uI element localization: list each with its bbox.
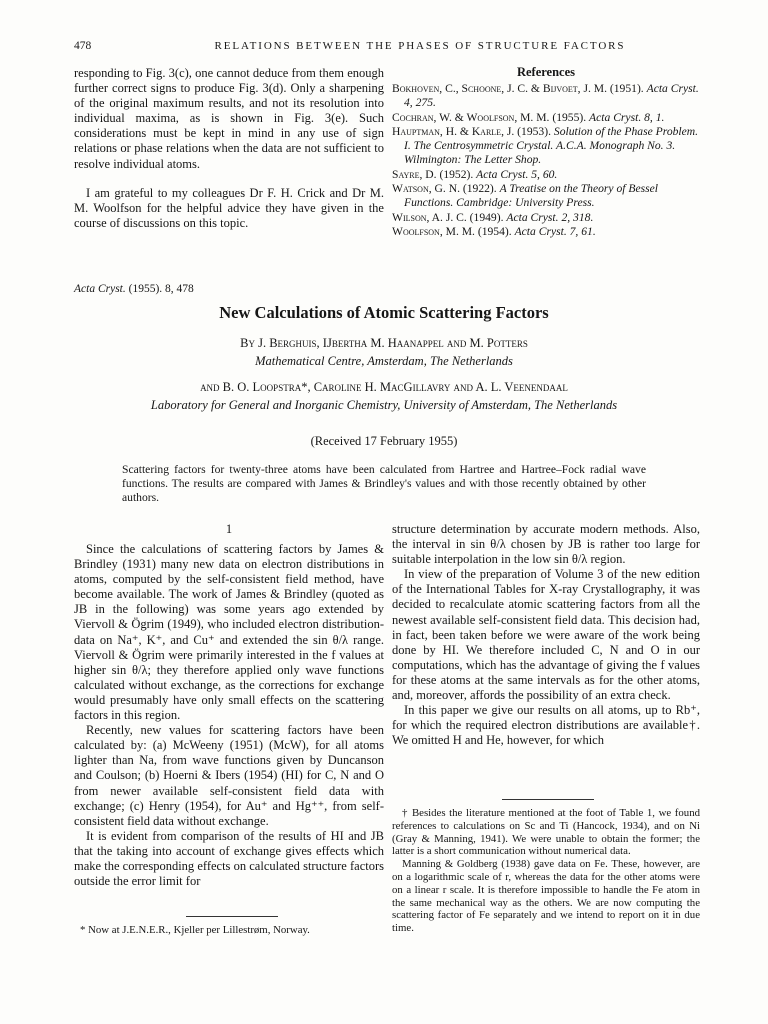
body-paragraph: It is evident from comparison of the results of HI and JB that the taking into account of exchange gives effects which make the corresponding effects on calculated structure factors outside the error limit for [74, 828, 384, 889]
page-number: 478 [74, 40, 92, 52]
section-number: 1 [225, 522, 233, 536]
body-paragraph: In this paper we give our results on all atoms, up to Rb⁺, for which the required electron distributions are available†. We omitted H and He, however, for which [392, 703, 700, 748]
footnote-paragraph: Manning & Goldberg (1938) gave data on Fe. These, however, are on a logarithmic scale of r, whereas the data for the other atoms were on a linear r scale. It is therefore impossible to handle the Fe atom in the same mechanical way as the others. We are now computing the scattering factor of Fe separately and we intend to report on it in due time. [392, 858, 700, 935]
authors-line-1: By J. Berghuis, IJbertha M. Haanappel and M. Potters [240, 336, 528, 350]
acknowledgement: I am grateful to my colleagues Dr F. H. Crick and Dr M. M. Woolfson for the helpful advice they have given in the course of discussions on this topic. [74, 185, 384, 230]
authors-line-2: and B. O. Loopstra*, Caroline H. MacGillavry and A. L. Veenendaal [200, 380, 568, 394]
reference-item: Sayre, D. (1952). Acta Cryst. 5, 60. [392, 167, 558, 181]
reference-item: Woolfson, M. M. (1954). Acta Cryst. 7, 61. [392, 224, 596, 238]
reference-item: Hauptman, H. & Karle, J. (1953). Solution of the Phase Problem. I. The Centrosymmetric Crystal. A.C.A. Monograph No. 3. Wilmington: The Letter Shop. [392, 124, 699, 167]
article-title: New Calculations of Atomic Scattering Factors [219, 303, 549, 322]
received-date: (Received 17 February 1955) [310, 434, 458, 448]
footnote-paragraph: † Besides the literature mentioned at the foot of Table 1, we found references to calculations on Sc and Ti (Hancock, 1934), and on Ni (Gray & Manning, 1941). We were unable to obtain the former; the latter is a short communication without numerical data. [392, 807, 700, 858]
abstract: Scattering factors for twenty-three atoms have been calculated from Hartree and Hartree–Fock radial wave functions. The results are compared with James & Brindley's values and with those recently obtained by other authors. [122, 463, 646, 505]
body-paragraph: Since the calculations of scattering factors by James & Brindley (1931) many new data on electron distributions in atoms, computed by the self-consistent field method, have become available. The work of James & Brindley (quoted as JB in the following) was some years ago extended by Viervoll & Ögrim (1949), who included electron distribution-data on Na⁺, K⁺, and Cu⁺ and extended the sin θ/λ range. Viervoll & Ögrim were primarily interested in the f values at higher sin θ/λ; they therefore applied only wave functions calculated without exchange, as the corrections for exchange would presumably have only small effects on the scattering factors in this region. [74, 542, 384, 723]
article-citation: Acta Cryst. (1955). 8, 478 [74, 283, 194, 295]
affiliation-1: Mathematical Centre, Amsterdam, The Netherlands [255, 354, 513, 368]
body-paragraph: structure determination by accurate modern methods. Also, the interval in sin θ/λ chosen by JB is rather too large for suitable interpolation in the low sin θ/λ region. [392, 522, 700, 567]
footnote-dagger [392, 807, 700, 935]
body-paragraph: Recently, new values for scattering factors have been calculated by: (a) McWeeny (1951) (McW), for all atoms lighter than Na, from wave functions given by Duncanson and Coulson; (b) Hoerni & Ibers (1954) (HI) for C, N and O from newer available self-consistent field data with exchange; (c) Henry (1954), for Au⁺ and Hg⁺⁺, from self-consistent field data without exchange. [74, 723, 384, 828]
footnote-rule [502, 799, 594, 800]
footnote-rule [186, 916, 278, 917]
reference-item: Watson, G. N. (1922). A Treatise on the Theory of Bessel Functions. Cambridge: University Press. [392, 182, 659, 210]
reference-item: Bokhoven, C., Schoone, J. C. & Bijvoet, J. M. (1951). Acta Cryst. 4, 275. [392, 82, 699, 110]
body-paragraph: In view of the preparation of Volume 3 of the new edition of the International Tables for X-ray Crystallography, it was decided to recalculate atomic scattering factors from all the newest available self-consistent field data. This decision had, in fact, been taken before we were aware of the work being done by HI. We therefore included C, N and O in our computations, which has the advantage of giving the f values for these atoms at the same intervals as for the other atoms, and, moreover, affords the possibility of an extra check. [392, 567, 700, 703]
references-heading: References [516, 65, 576, 79]
body-right-column [392, 522, 700, 748]
references-list [392, 82, 702, 239]
prev-article-text [74, 66, 384, 231]
reference-item: Cochran, W. & Woolfson, M. M. (1955). Acta Cryst. 8, 1. [392, 110, 665, 124]
affiliation-2: Laboratory for General and Inorganic Chemistry, University of Amsterdam, The Netherlands [150, 398, 618, 412]
footnote-star: * Now at J.E.N.E.R., Kjeller per Lillestrøm, Norway. [80, 924, 310, 936]
body-left-column [74, 542, 384, 889]
running-head: RELATIONS BETWEEN THE PHASES OF STRUCTURE FACTORS [214, 40, 626, 52]
prev-paragraph: responding to Fig. 3(c), one cannot deduce from them enough further correct signs to produce Fig. 3(d). Only a sharpening of the original maximum results, and not its resolution into individual maxima, as is shown in Fig. 3(e). Such considerations must be kept in mind in any use of sign relations or phase relations when the data are not sufficient to resolve individual atoms. [74, 66, 384, 171]
reference-item: Wilson, A. J. C. (1949). Acta Cryst. 2, 318. [392, 210, 594, 224]
